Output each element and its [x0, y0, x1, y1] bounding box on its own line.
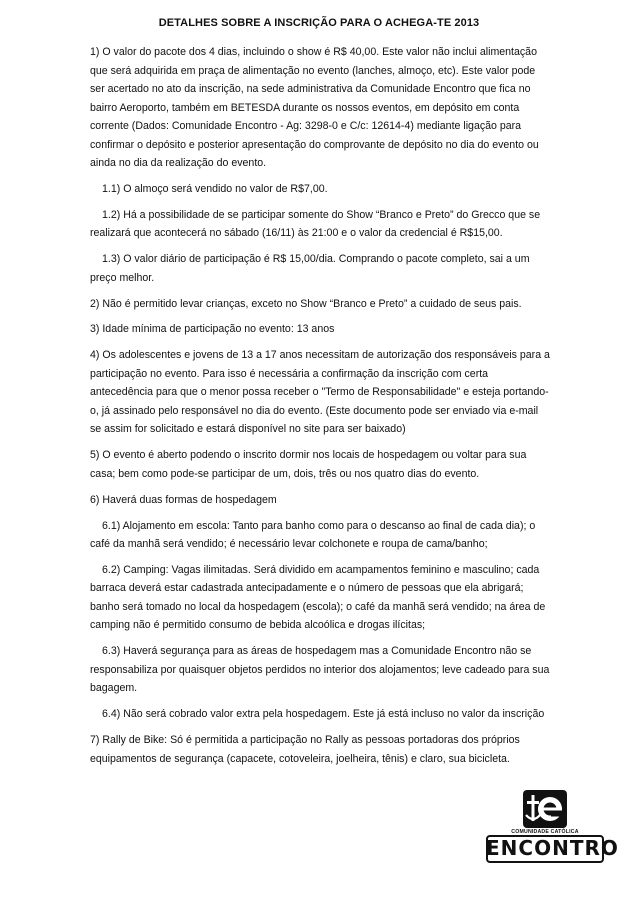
paragraph-1-2: 1.2) Há a possibilidade de se participar somente do Show “Branco e Preto” do Grecco que se realizará que acontecerá no sábado (16/11) às 21:00 e o valor da credencial é R$15,00. — [90, 208, 541, 240]
paragraph-6: 6) Haverá duas formas de hospedagem — [90, 493, 277, 506]
paragraph-3: 3) Idade mínima de participação no evento: 13 anos — [90, 323, 335, 336]
paragraph-2: 2) Não é permitido levar crianças, exceto no Show “Branco e Preto” a cuidado de seus pais. — [90, 297, 522, 310]
paragraph-6-1: 6.1) Alojamento em escola: Tanto para banho como para o descanso ao final de cada dia); o café da manhã será vendido; é necessário levar colchonete e roupa de cama/banho; — [90, 519, 536, 551]
paragraph-4: 4) Os adolescentes e jovens de 13 a 17 anos necessitam de autorização dos responsáveis para a participação no evento. Para isso é necessária a confirmação da inscrição com certa antecedência para que o menor possa receber o "Termo de Responsabilidade" e esteja portando-o, já assinado pelo responsável no dia do evento. (Este documento pode ser enviado via e-mail se assim for solicitado e estará disponível no site para ser baixado) — [90, 349, 550, 436]
paragraph-7: 7) Rally de Bike: Só é permitida a participação no Rally as pessoas portadoras dos próprios equipamentos de segurança (capacete, cotoveleira, joelheira, tênis) e claro, sua bicicleta. — [90, 734, 520, 765]
paragraph-1-3: 1.3) O valor diário de participação é R$ 15,00/dia. Comprando o pacote completo, sai a um preço melhor. — [90, 253, 530, 284]
logo-caption: COMUNIDADE CATÓLICA — [511, 829, 579, 835]
document-body — [90, 43, 552, 775]
paragraph-1-1: 1.1) O almoço será vendido no valor de R$7,00. — [102, 182, 328, 195]
paragraph-6-2: 6.2) Camping: Vagas ilimitadas. Será dividido em acampamentos feminino e masculino; cada barraca deverá estar cadastrada antecipadamente e o número de pessoas que ela abrigará; banho será tomado no local da hospedagem (escola); o café da manhã será vendido; na área de camping não é permitido consumo de bebida alcoólica e drogas ilícitas; — [90, 563, 546, 632]
paragraph-6-3: 6.3) Haverá segurança para as áreas de hospedagem mas a Comunidade Encontro não se responsabiliza por quaisquer objetos perdidos no interior dos alojamentos; leve cadeado para sua bagagem. — [90, 645, 550, 695]
paragraph-6-4: 6.4) Não será cobrado valor extra pela hospedagem. Este já está incluso no valor da inscrição — [102, 708, 545, 721]
paragraph-5: 5) O evento é aberto podendo o inscrito dormir nos locais de hospedagem ou voltar para sua casa; bem como pode-se participar de um, dois, três ou nos quatro dias do evento. — [90, 449, 527, 480]
paragraph-1: 1) O valor do pacote dos 4 dias, incluindo o show é R$ 40,00. Este valor não inclui alimentação que será adquirida em praça de alimentação no evento (lanches, almoço, etc). Este valor pode ser acertado no ato da inscrição, na sede administrativa da Comunidade Encontro que fica no bairro Aeroporto, também em BETESDA durante os nossos eventos, em depósito em conta corrente (Dados: Comunidade Encontro - Ag: 3298-0 e C/c: 12614-4) mediante ligação para confirmar o depósito e posterior apresentação do comprovante de depósito no dia do evento ou ainda no dia da realização do evento. — [90, 46, 539, 169]
document-title: DETALHES SOBRE A INSCRIÇÃO PARA O ACHEGA-TE 2013 — [158, 17, 480, 29]
logo-wordmark: ENCONTRO — [486, 836, 619, 860]
